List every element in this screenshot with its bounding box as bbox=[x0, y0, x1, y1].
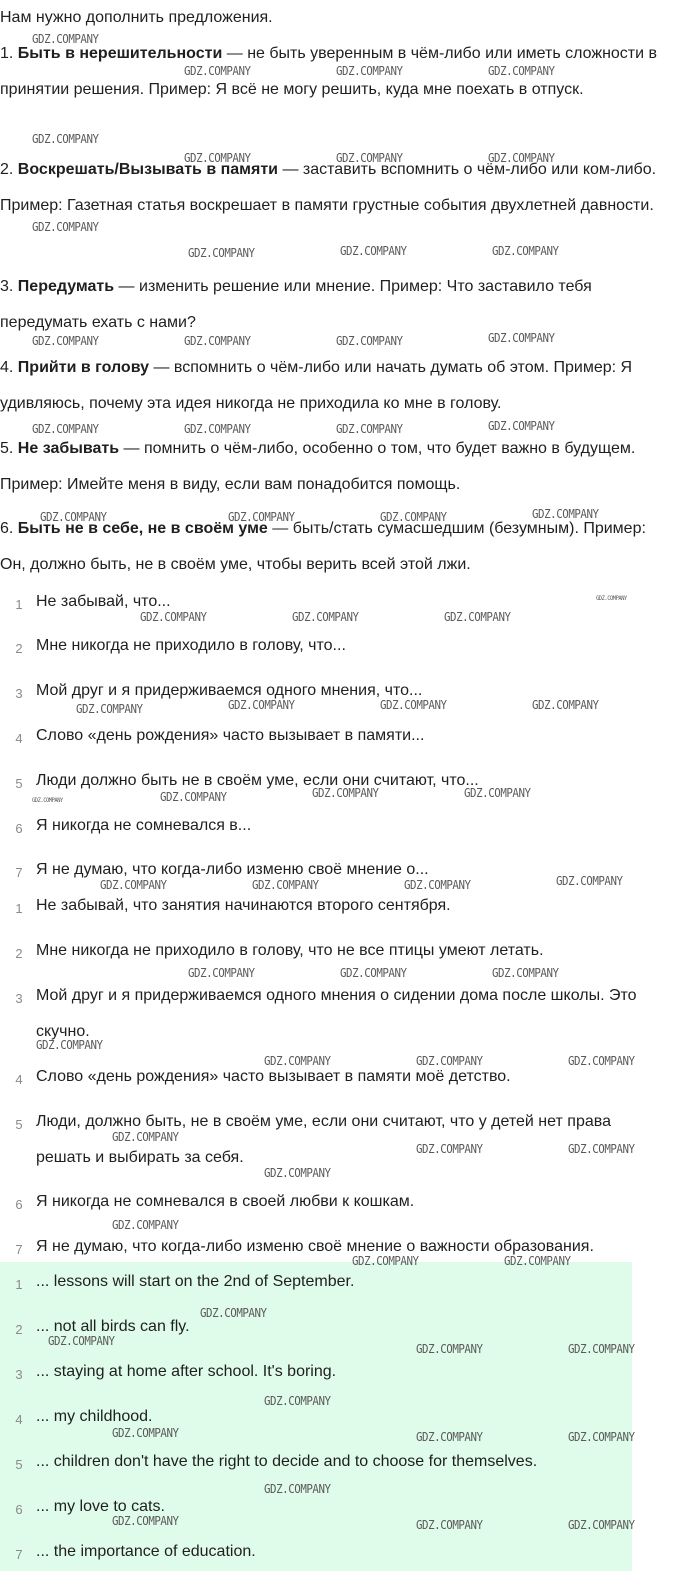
watermark: GDZ.COMPANY bbox=[264, 1394, 331, 1408]
watermark: GDZ.COMPANY bbox=[32, 334, 99, 348]
definition-2: 2. Воскрешать/Вызывать в памяти — заставить вспомнить о чём-либо или ком-либо. Пример: Газетная статья воскрешает в памяти грустные события двухлетней давности. bbox=[0, 161, 657, 214]
item-number: 2 bbox=[15, 946, 23, 961]
item-number: 6 bbox=[15, 1197, 23, 1212]
definition-term: Передумать bbox=[17, 278, 115, 295]
item-number: 2 bbox=[15, 641, 23, 656]
item-text: Мой друг и я придерживаемся одного мнения, что... bbox=[36, 682, 423, 699]
watermark: GDZ.COMPANY bbox=[532, 698, 599, 712]
list-item bbox=[0, 816, 680, 856]
watermark: GDZ.COMPANY bbox=[188, 246, 255, 260]
watermark: GDZ.COMPANY bbox=[336, 422, 403, 436]
item-text: ... not all birds can fly. bbox=[36, 1318, 190, 1335]
watermark: GDZ.COMPANY bbox=[264, 1054, 331, 1068]
list-item bbox=[0, 941, 680, 981]
watermark: GDZ.COMPANY bbox=[380, 698, 447, 712]
item-number: 7 bbox=[15, 1242, 23, 1257]
watermark: GDZ.COMPANY bbox=[228, 510, 295, 524]
item-number: 1 bbox=[15, 597, 23, 612]
watermark: GDZ.COMPANY bbox=[184, 64, 251, 78]
watermark: GDZ.COMPANY bbox=[264, 1482, 331, 1496]
item-text: Люди, должно быть, не в своём уме, если они считают, что у детей нет права решать и выбирать за себя. bbox=[36, 1113, 611, 1166]
definition-term: Воскрешать/Вызывать в памяти bbox=[17, 161, 279, 178]
watermark: GDZ.COMPANY bbox=[188, 966, 255, 980]
watermark: GDZ.COMPANY bbox=[404, 878, 471, 892]
item-text: ... the importance of education. bbox=[36, 1543, 256, 1560]
list-item bbox=[0, 681, 680, 721]
watermark: GDZ.COMPANY bbox=[488, 64, 555, 78]
watermark: GDZ.COMPANY bbox=[416, 1518, 483, 1532]
watermark: GDZ.COMPANY bbox=[184, 422, 251, 436]
item-number: 3 bbox=[15, 991, 23, 1006]
item-text: Не забывай, что занятия начинаются второго сентября. bbox=[36, 897, 451, 914]
list-item bbox=[0, 986, 680, 1046]
watermark: GDZ.COMPANY bbox=[532, 507, 599, 521]
watermark: GDZ.COMPANY bbox=[492, 966, 559, 980]
watermark: GDZ.COMPANY bbox=[312, 786, 379, 800]
item-text: ... my love to cats. bbox=[36, 1498, 165, 1515]
watermark: GDZ.COMPANY bbox=[336, 151, 403, 165]
item-number: 1 bbox=[15, 1277, 23, 1292]
definition-term: Не забывать bbox=[17, 440, 120, 457]
watermark: GDZ.COMPANY bbox=[464, 786, 531, 800]
watermark: GDZ.COMPANY bbox=[32, 132, 99, 146]
watermark: GDZ.COMPANY bbox=[160, 790, 227, 804]
watermark: GDZ.COMPANY bbox=[140, 610, 207, 624]
list-item bbox=[0, 1067, 680, 1107]
definition-6: 6. Быть не в себе, не в своём уме — быть/стать сумасшедшим (безумным). Пример: Он, должно быть, не в своём уме, чтобы верить всей этой лжи. bbox=[0, 520, 646, 573]
watermark: GDZ.COMPANY bbox=[380, 510, 447, 524]
watermark: GDZ.COMPANY bbox=[40, 510, 107, 524]
item-number: 6 bbox=[15, 821, 23, 836]
item-text: Я никогда не сомневался в... bbox=[36, 817, 252, 834]
watermark: GDZ.COMPANY bbox=[184, 151, 251, 165]
watermark: GDZ.COMPANY bbox=[112, 1426, 179, 1440]
item-text: Люди должно быть не в своём уме, если они считают, что... bbox=[36, 772, 479, 789]
item-text: Мне никогда не приходило в голову, что... bbox=[36, 637, 346, 654]
item-text: ... lessons will start on the 2nd of September. bbox=[36, 1273, 355, 1290]
list-item bbox=[0, 592, 680, 632]
watermark: GDZ.COMPANY bbox=[48, 1334, 115, 1348]
list-item bbox=[0, 1317, 680, 1357]
watermark: GDZ.COMPANY bbox=[504, 1254, 571, 1268]
list-item bbox=[0, 1542, 680, 1582]
watermark: GDZ.COMPANY bbox=[340, 966, 407, 980]
definition-5: 5. Не забывать — помнить о чём-либо, особенно о том, что будет важно в будущем. Пример: Имейте меня в виду, если вам понадобится помощь. bbox=[0, 440, 636, 493]
item-number: 1 bbox=[15, 901, 23, 916]
watermark: GDZ.COMPANY bbox=[596, 595, 627, 602]
item-number: 4 bbox=[15, 1072, 23, 1087]
watermark: GDZ.COMPANY bbox=[252, 878, 319, 892]
list-item bbox=[0, 1497, 680, 1537]
watermark: GDZ.COMPANY bbox=[200, 1306, 267, 1320]
watermark: GDZ.COMPANY bbox=[184, 334, 251, 348]
watermark: GDZ.COMPANY bbox=[488, 331, 555, 345]
watermark: GDZ.COMPANY bbox=[32, 797, 63, 804]
watermark: GDZ.COMPANY bbox=[336, 64, 403, 78]
watermark: GDZ.COMPANY bbox=[568, 1430, 635, 1444]
intro-text: Нам нужно дополнить предложения. bbox=[0, 9, 273, 26]
watermark: GDZ.COMPANY bbox=[112, 1218, 179, 1232]
list-item bbox=[0, 860, 680, 900]
list-item bbox=[0, 1112, 680, 1172]
watermark: GDZ.COMPANY bbox=[488, 151, 555, 165]
watermark: GDZ.COMPANY bbox=[352, 1254, 419, 1268]
list-item bbox=[0, 726, 680, 766]
watermark: GDZ.COMPANY bbox=[32, 32, 99, 46]
item-text: Слово «день рождения» часто вызывает в памяти... bbox=[36, 727, 425, 744]
item-text: Не забывай, что... bbox=[36, 593, 171, 610]
watermark: GDZ.COMPANY bbox=[36, 1038, 103, 1052]
item-text: Мой друг и я придерживаемся одного мнения о сидении дома после школы. Это скучно. bbox=[36, 987, 637, 1040]
watermark: GDZ.COMPANY bbox=[556, 874, 623, 888]
item-text: Я не думаю, что когда-либо изменю своё мнение о важности образования. bbox=[36, 1238, 594, 1255]
watermark: GDZ.COMPANY bbox=[492, 244, 559, 258]
watermark: GDZ.COMPANY bbox=[416, 1054, 483, 1068]
list-item bbox=[0, 1192, 680, 1232]
item-number: 5 bbox=[15, 1117, 23, 1132]
item-text: ... staying at home after school. It's boring. bbox=[36, 1363, 337, 1380]
watermark: GDZ.COMPANY bbox=[264, 1166, 331, 1180]
item-number: 3 bbox=[15, 1367, 23, 1382]
item-number: 4 bbox=[15, 731, 23, 746]
watermark: GDZ.COMPANY bbox=[112, 1514, 179, 1528]
item-text: Мне никогда не приходило в голову, что не все птицы умеют летать. bbox=[36, 942, 544, 959]
watermark: GDZ.COMPANY bbox=[568, 1342, 635, 1356]
watermark: GDZ.COMPANY bbox=[416, 1342, 483, 1356]
definition-4: 4. Прийти в голову — вспомнить о чём-либо или начать думать об этом. Пример: Я удивляюсь, почему эта идея никогда не приходила ко мне в голову. bbox=[0, 359, 633, 412]
watermark: GDZ.COMPANY bbox=[32, 220, 99, 234]
item-number: 7 bbox=[15, 865, 23, 880]
item-number: 6 bbox=[15, 1502, 23, 1517]
item-text: ... children don't have the right to decide and to choose for themselves. bbox=[36, 1453, 538, 1470]
watermark: GDZ.COMPANY bbox=[292, 610, 359, 624]
watermark: GDZ.COMPANY bbox=[76, 702, 143, 716]
watermark: GDZ.COMPANY bbox=[228, 698, 295, 712]
watermark: GDZ.COMPANY bbox=[100, 878, 167, 892]
definition-1: 1. Быть в нерешительности — не быть уверенным в чём-либо или иметь сложности в принятии решения. Пример: Я всё не могу решить, куда мне поехать в отпуск. bbox=[0, 45, 658, 98]
list-item bbox=[0, 896, 680, 936]
watermark: GDZ.COMPANY bbox=[488, 419, 555, 433]
list-item bbox=[0, 1362, 680, 1402]
list-item bbox=[0, 1272, 680, 1312]
watermark: GDZ.COMPANY bbox=[416, 1142, 483, 1156]
list-item bbox=[0, 771, 680, 811]
item-text: Я не думаю, что когда-либо изменю своё мнение о... bbox=[36, 861, 429, 878]
item-text: Слово «день рождения» часто вызывает в памяти моё детство. bbox=[36, 1068, 511, 1085]
definition-term: Быть в нерешительности bbox=[17, 45, 223, 62]
definition-term: Прийти в голову bbox=[17, 359, 150, 376]
definition-term: Быть не в себе, не в своём уме bbox=[17, 520, 268, 537]
list-item bbox=[0, 636, 680, 676]
item-number: 7 bbox=[15, 1547, 23, 1562]
item-text: ... my childhood. bbox=[36, 1408, 153, 1425]
watermark: GDZ.COMPANY bbox=[340, 244, 407, 258]
item-number: 5 bbox=[15, 1457, 23, 1472]
watermark: GDZ.COMPANY bbox=[568, 1054, 635, 1068]
watermark: GDZ.COMPANY bbox=[416, 1430, 483, 1444]
item-number: 4 bbox=[15, 1412, 23, 1427]
item-number: 3 bbox=[15, 686, 23, 701]
watermark: GDZ.COMPANY bbox=[568, 1518, 635, 1532]
watermark: GDZ.COMPANY bbox=[444, 610, 511, 624]
watermark: GDZ.COMPANY bbox=[32, 422, 99, 436]
item-number: 2 bbox=[15, 1322, 23, 1337]
item-number: 5 bbox=[15, 776, 23, 791]
list-item bbox=[0, 1407, 680, 1447]
watermark: GDZ.COMPANY bbox=[112, 1130, 179, 1144]
item-text: Я никогда не сомневался в своей любви к кошкам. bbox=[36, 1193, 415, 1210]
list-item bbox=[0, 1452, 680, 1492]
watermark: GDZ.COMPANY bbox=[336, 334, 403, 348]
watermark: GDZ.COMPANY bbox=[568, 1142, 635, 1156]
definition-3: 3. Передумать — изменить решение или мнение. Пример: Что заставило тебя передумать ехать с нами? bbox=[0, 278, 592, 331]
